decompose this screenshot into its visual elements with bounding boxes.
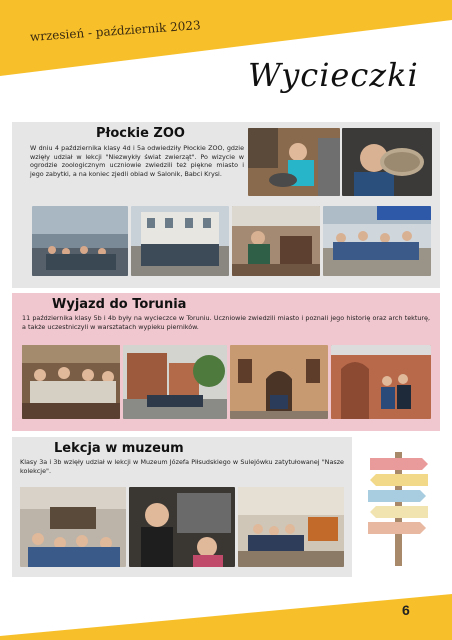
photo-zoo-6: [323, 206, 431, 276]
date-range: wrzesień - październik 2023: [29, 18, 202, 44]
photo-museum-3: [238, 487, 344, 567]
photo-museum-2: [129, 487, 235, 567]
photo-torun-1: [22, 345, 120, 419]
photo-museum-1: [20, 487, 126, 567]
bottom-banner: [0, 590, 452, 640]
section-title-zoo: Płockie ZOO: [96, 126, 185, 141]
section-text-torun: 11 października klasy 5b i 4b były na wycieczce w Toruniu. Uczniowie zwiedzili miasto i poznali jego historię oraz arch tekturę, a także uczestniczyli w warsztatach wypieku pierników.: [22, 314, 430, 331]
section-title-museum: Lekcja w muzeum: [54, 441, 184, 456]
page-number: 6: [402, 602, 410, 618]
photo-zoo-2: [342, 128, 432, 196]
page-title: Wycieczki: [248, 56, 419, 94]
photo-torun-2: [123, 345, 227, 419]
photo-zoo-3: [32, 206, 128, 276]
signpost-illustration: [364, 448, 434, 568]
section-text-museum: Klasy 3a i 3b wzięły udział w lekcji w Muzeum Józefa Piłsudskiego w Sulejówku zatytułowanej "Nasze kolekcje".: [20, 458, 344, 475]
photo-zoo-1: [248, 128, 340, 196]
section-title-torun: Wyjazd do Torunia: [52, 297, 187, 312]
museum-section: [12, 437, 352, 577]
photo-torun-4: [331, 345, 431, 419]
torun-section: [12, 293, 440, 431]
section-text-zoo: W dniu 4 października klasy 4d i 5a odwiedziły Płockie ZOO, gdzie wzięły udział w lekcji "Niezwykły świat zwierząt". Po wizycie w ogrodzie zoologicznym uczniowie zwiedzili też piękne miasto i jego zabytki, a na koniec zjedli obiad w Salonik, Babci Krysi.: [30, 144, 244, 178]
photo-zoo-4: [131, 206, 229, 276]
zoo-section: [12, 122, 440, 288]
photo-torun-3: [230, 345, 328, 419]
photo-zoo-5: [232, 206, 320, 276]
